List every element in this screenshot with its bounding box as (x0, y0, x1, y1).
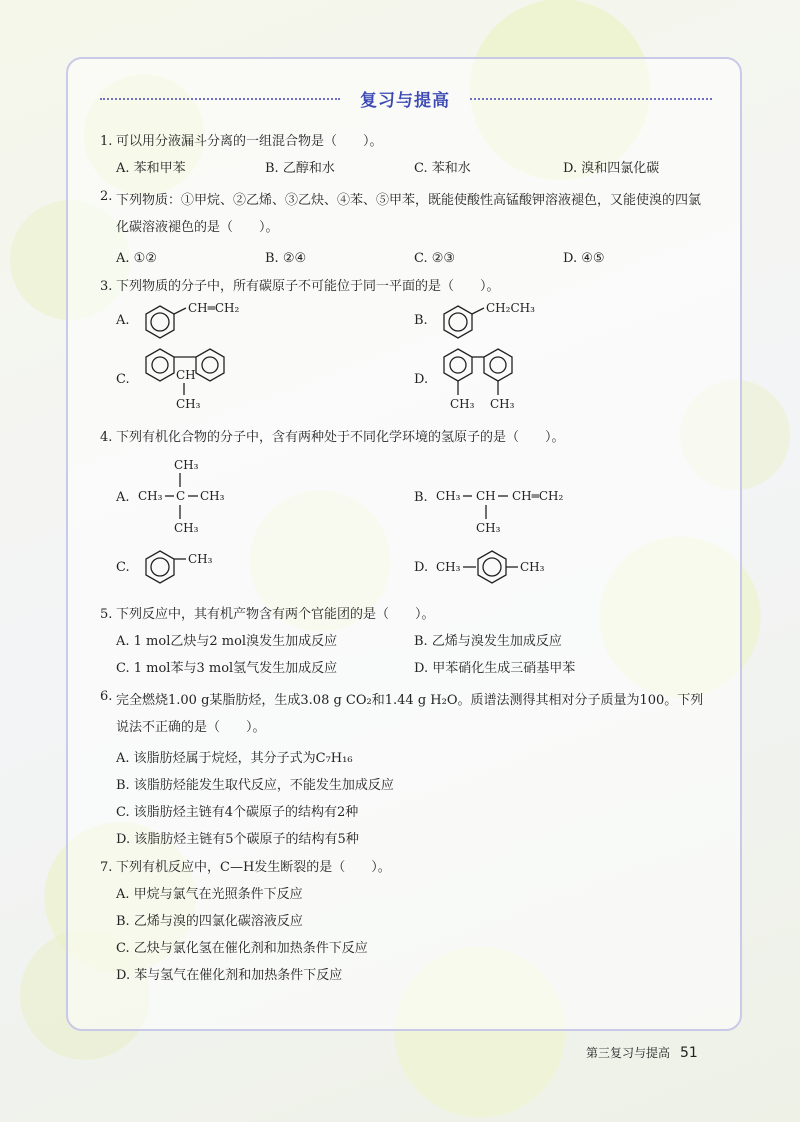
page-footer (586, 1044, 716, 1061)
question-text: 可以用分液漏斗分离的一组混合物是（ ）。 (116, 134, 383, 149)
option-d: D. 溴和四氯化碳 (563, 161, 660, 176)
section-title: 复习与提高 (360, 91, 450, 111)
option-b: B. 乙烯与溴的四氯化碳溶液反应 (116, 914, 303, 929)
question-2 (100, 187, 712, 268)
option-a: A. 该脂肪烃属于烷烃，其分子式为C₇H₁₆ (116, 751, 353, 766)
option-a: A. 1 mol乙炔与2 mol溴发生加成反应 (116, 634, 338, 649)
question-number: 2. (100, 189, 113, 204)
question-number: 5. (100, 607, 113, 622)
option-a: A. ①② (116, 251, 157, 266)
ethylbenzene-structure (436, 298, 596, 342)
ch-label: CH (176, 368, 196, 382)
vinyl-group-label: CH═CH₂ (188, 301, 240, 315)
option-b (414, 455, 712, 539)
neopentane-structure (138, 455, 298, 539)
question-number: 1. (100, 134, 113, 149)
question-text: 完全燃烧1.00 g某脂肪烃，生成3.08 g CO₂和1.44 g H₂O。质谱法测得其相对分子质量为100。下列说法不正确的是（ ）。 (116, 693, 704, 735)
question-number: 6. (100, 689, 113, 704)
option-d: D. ④⑤ (563, 251, 605, 266)
option-c (116, 345, 414, 413)
question-number: 4. (100, 430, 113, 445)
option-b: B. 乙醇和水 (265, 161, 335, 176)
styrene-structure (138, 298, 298, 342)
methylpropene-structure (436, 455, 636, 539)
option-a (116, 298, 414, 342)
question-6 (100, 687, 712, 849)
option-label: D. (414, 371, 429, 387)
question-text: 下列物质的分子中，所有碳原子不可能位于同一平面的是（ ）。 (116, 279, 500, 294)
option-a: A. 苯和甲苯 (116, 161, 186, 176)
question-number: 7. (100, 860, 113, 875)
option-c: C. 苯和水 (414, 161, 471, 176)
ch3-right-label: CH₃ (200, 489, 225, 503)
option-b (414, 298, 712, 342)
question-number: 3. (100, 279, 113, 294)
option-label: A. (116, 489, 130, 505)
ch3-left-label: CH₃ (138, 489, 163, 503)
dimethylbiphenyl-structure (436, 345, 596, 413)
question-1 (100, 132, 712, 178)
option-label: C. (116, 371, 130, 387)
option-d (414, 543, 712, 591)
option-d: D. 该脂肪烃主链有5个碳原子的结构有5种 (116, 832, 359, 847)
ch3-left-label: CH₃ (436, 560, 461, 574)
ch-label: CH (476, 489, 496, 503)
question-text: 下列有机化合物的分子中，含有两种处于不同化学环境的氢原子的是（ ）。 (116, 430, 565, 445)
header-dots-left (100, 98, 340, 100)
p-xylene-structure (436, 543, 596, 591)
option-d: D. 甲苯硝化生成三硝基甲苯 (414, 661, 576, 676)
section-header (100, 86, 712, 114)
option-c: C. 1 mol苯与3 mol氢气发生加成反应 (116, 661, 338, 676)
page-number: 51 (680, 1045, 698, 1061)
footer-section-title: 第三复习与提高 (586, 1046, 671, 1060)
ethyl-group-label: CH₂CH₃ (486, 301, 535, 315)
question-text: 下列有机反应中，C—H发生断裂的是（ ）。 (116, 860, 391, 875)
ch3-label-right: CH₃ (490, 397, 515, 411)
option-label: B. (414, 312, 428, 328)
option-label: B. (414, 489, 428, 505)
ch3-label-left: CH₃ (450, 397, 475, 411)
methylfluorene-structure (138, 345, 298, 413)
option-label: A. (116, 312, 130, 328)
ch3-top-label: CH₃ (174, 458, 199, 472)
option-b: B. ②④ (265, 251, 307, 266)
option-c (116, 543, 414, 591)
question-text: 下列反应中，其有机产物含有两个官能团的是（ ）。 (116, 607, 435, 622)
toluene-structure (138, 543, 298, 591)
vinyl-label: CH═CH₂ (512, 489, 564, 503)
option-c: C. 该脂肪烃主链有4个碳原子的结构有2种 (116, 805, 359, 820)
c-center-label: C (176, 489, 186, 503)
option-c: C. 乙炔与氯化氢在催化剂和加热条件下反应 (116, 941, 368, 956)
option-a (116, 455, 414, 539)
question-7 (100, 858, 712, 985)
question-text: 下列物质：①甲烷、②乙烯、③乙炔、④苯、⑤甲苯，既能使酸性高锰酸钾溶液褪色，又能使溴的四氯化碳溶液褪色的是（ ）。 (116, 193, 702, 235)
question-4 (100, 428, 712, 593)
option-label: D. (414, 559, 429, 575)
ch3-bottom-label: CH₃ (476, 521, 501, 535)
option-d (414, 345, 712, 413)
question-5 (100, 605, 712, 678)
option-b: B. 该脂肪烃能发生取代反应，不能发生加成反应 (116, 778, 394, 793)
option-d: D. 苯与氢气在催化剂和加热条件下反应 (116, 968, 343, 983)
ch3-left-label: CH₃ (436, 489, 461, 503)
question-list (100, 132, 712, 994)
option-c: C. ②③ (414, 251, 456, 266)
question-3 (100, 277, 712, 414)
header-dots-right (470, 98, 712, 100)
ch3-right-label: CH₃ (520, 560, 545, 574)
ch3-label: CH₃ (188, 552, 213, 566)
option-label: C. (116, 559, 130, 575)
ch3-label: CH₃ (176, 397, 201, 411)
option-b: B. 乙烯与溴发生加成反应 (414, 634, 562, 649)
ch3-bottom-label: CH₃ (174, 521, 199, 535)
option-a: A. 甲烷与氯气在光照条件下反应 (116, 887, 303, 902)
